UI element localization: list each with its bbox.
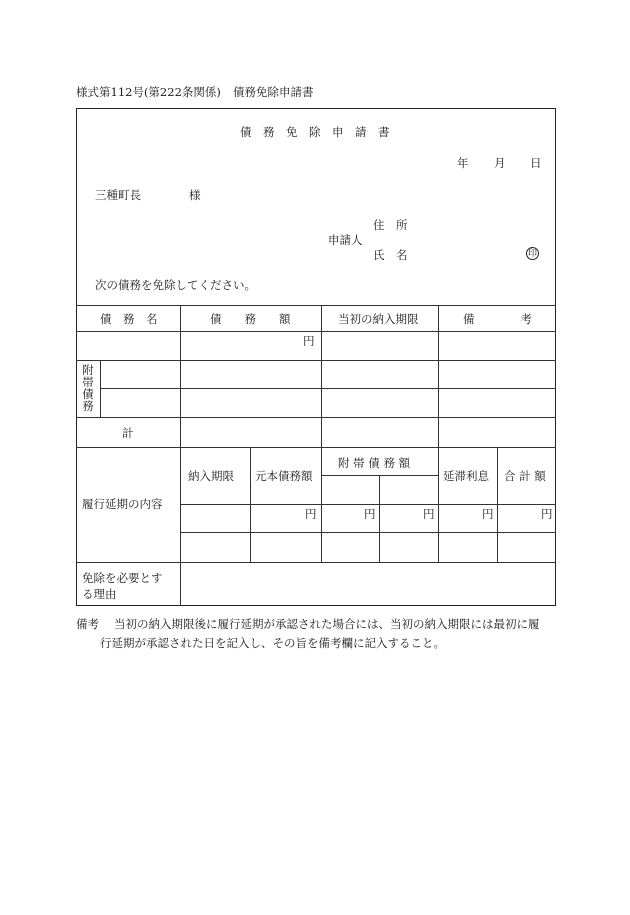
seal-mark: 印 — [527, 249, 537, 259]
extension-incidental: 附 帯 債 務 額 — [338, 456, 411, 470]
grid-line — [379, 475, 380, 562]
grid-line — [180, 504, 556, 505]
yen-unit: 円 — [423, 507, 435, 521]
header-original-deadline: 当初の納入期限 — [338, 312, 419, 326]
grid-line — [321, 305, 322, 447]
extension-label: 履行延期の内容 — [82, 497, 163, 511]
name-label: 氏 名 — [373, 248, 408, 262]
extension-payment-deadline: 納入期限 — [188, 469, 234, 483]
reason-label: 免除を必要とす る理由 — [82, 571, 163, 601]
date-month-label: 月 — [494, 156, 506, 170]
extension-delay-interest: 延滞利息 — [443, 469, 489, 483]
yen-unit: 円 — [364, 507, 376, 521]
extension-principal: 元本債務額 — [255, 469, 313, 483]
date-day-label: 日 — [530, 156, 542, 170]
honorific: 様 — [189, 188, 201, 202]
grid-line — [76, 331, 556, 332]
grid-line — [76, 417, 556, 418]
yen-unit: 円 — [305, 507, 317, 521]
grid-line — [250, 447, 251, 562]
grid-line — [497, 447, 498, 562]
grid-line — [180, 305, 181, 606]
addressee: 三種町長 — [95, 188, 141, 202]
header-debt-name: 債 務 名 — [100, 312, 158, 326]
incidental-debt-label: 附 帯 債 務 — [82, 363, 94, 413]
note-line-1: 当初の納入期限後に履行延期が承認された場合には、当初の納入期限には最初に履 — [114, 617, 540, 631]
grid-line — [321, 447, 322, 562]
grid-line — [76, 562, 556, 563]
date-year-label: 年 — [457, 156, 469, 170]
form-number: 様式第112号(第222条関係) — [76, 85, 221, 99]
grid-line — [76, 305, 556, 306]
form-name: 債務免除申請書 — [233, 85, 314, 99]
extension-total-amount: 合 計 額 — [504, 469, 546, 483]
note-line-2: 行延期が承認された日を記入し、その旨を備考欄に記入すること。 — [100, 636, 445, 650]
yen-unit: 円 — [482, 507, 494, 521]
grid-line — [100, 388, 556, 389]
grid-line — [76, 447, 556, 448]
form-title: 債 務 免 除 申 請 書 — [240, 125, 390, 139]
total-label: 計 — [122, 426, 134, 440]
yen-unit: 円 — [303, 334, 315, 348]
yen-unit: 円 — [541, 507, 553, 521]
grid-line — [438, 305, 439, 447]
grid-line — [180, 532, 556, 533]
grid-line — [438, 447, 439, 562]
request-text: 次の債務を免除してください。 — [95, 278, 256, 292]
note-label: 備考 — [76, 617, 99, 631]
applicant-label: 申請人 — [328, 233, 363, 247]
grid-line — [76, 360, 556, 361]
header-remarks: 備 考 — [463, 312, 532, 326]
header-debt-amount: 債 務 額 — [210, 312, 291, 326]
address-label: 住 所 — [373, 218, 408, 232]
grid-line — [100, 360, 101, 417]
